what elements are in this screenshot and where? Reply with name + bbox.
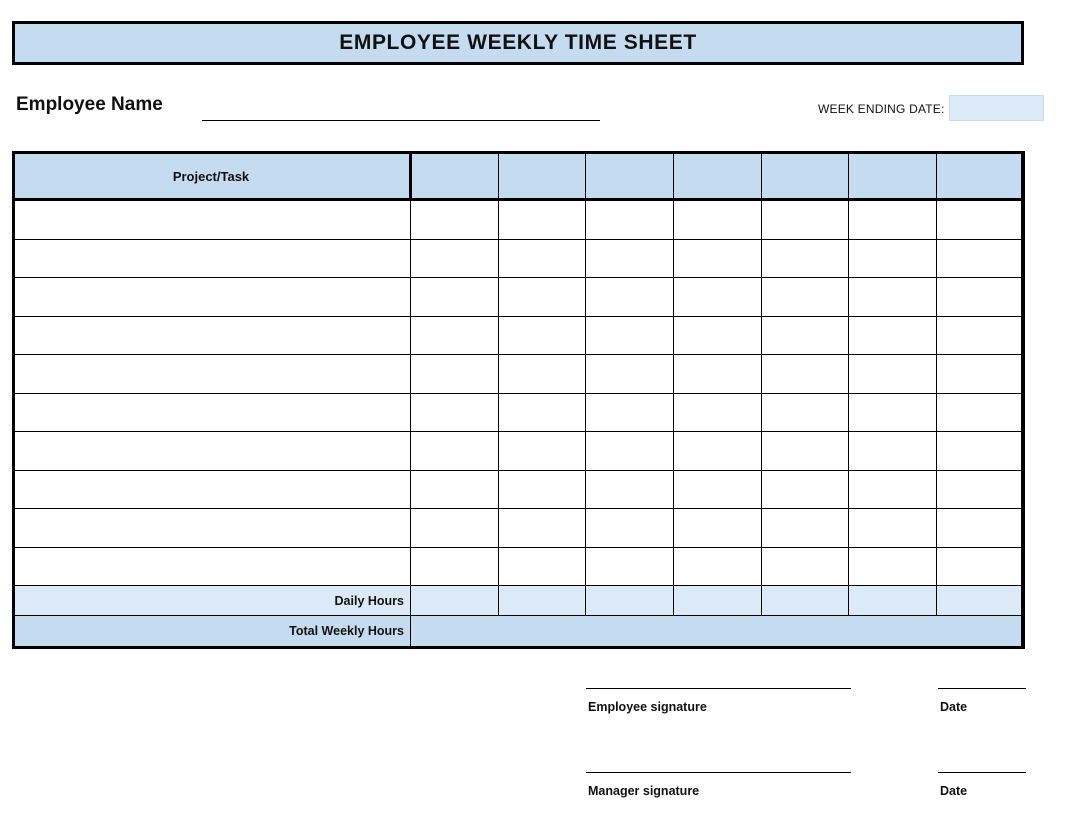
daily-hours-cell[interactable] [849,586,937,616]
hours-cell[interactable] [586,200,674,240]
hours-cell[interactable] [761,316,849,355]
task-cell[interactable] [13,393,411,432]
hours-cell[interactable] [498,509,586,548]
hours-cell[interactable] [411,200,499,240]
hours-cell[interactable] [849,316,937,355]
task-cell[interactable] [13,547,411,586]
hours-cell[interactable] [586,393,674,432]
hours-cell[interactable] [411,547,499,586]
hours-cell[interactable] [761,239,849,278]
table-row [13,393,1025,432]
hours-cell[interactable] [674,200,762,240]
hours-cell[interactable] [761,432,849,471]
hours-cell[interactable] [586,316,674,355]
hours-cell[interactable] [411,316,499,355]
week-ending-input[interactable] [949,95,1044,121]
table-row [13,470,1025,509]
hours-cell[interactable] [498,393,586,432]
hours-cell[interactable] [674,547,762,586]
daily-hours-cell[interactable] [498,586,586,616]
hours-cell[interactable] [586,239,674,278]
hours-cell[interactable] [937,470,1025,509]
daily-hours-cell[interactable] [674,586,762,616]
hours-cell[interactable] [586,278,674,317]
hours-cell[interactable] [498,432,586,471]
timesheet-table-wrapper [12,151,1024,649]
hours-cell[interactable] [498,200,586,240]
employee-signature-line[interactable] [586,688,851,689]
table-row [13,239,1025,278]
hours-cell[interactable] [761,200,849,240]
daily-hours-cell[interactable] [586,586,674,616]
daily-hours-cell[interactable] [411,586,499,616]
hours-cell[interactable] [937,355,1025,394]
employee-signature-label: Employee signature [588,700,707,714]
hours-cell[interactable] [674,432,762,471]
table-row [13,316,1025,355]
table-row [13,355,1025,394]
daily-hours-label: Daily Hours [13,586,411,616]
hours-cell[interactable] [498,470,586,509]
employee-date-line[interactable] [938,688,1026,689]
hours-cell[interactable] [761,470,849,509]
table-row [13,278,1025,317]
hours-cell[interactable] [498,278,586,317]
manager-date-label: Date [940,784,968,798]
hours-cell[interactable] [411,278,499,317]
task-cell[interactable] [13,239,411,278]
hours-cell[interactable] [761,509,849,548]
hours-cell[interactable] [937,432,1025,471]
hours-cell[interactable] [937,316,1025,355]
hours-cell[interactable] [849,278,937,317]
employee-name-input[interactable] [202,120,600,121]
hours-cell[interactable] [761,278,849,317]
employee-date-label: Date [940,700,968,714]
total-weekly-hours-row [13,616,1025,648]
hours-cell[interactable] [411,470,499,509]
hours-cell[interactable] [761,393,849,432]
hours-cell[interactable] [586,432,674,471]
timesheet-table [12,151,1025,649]
daily-hours-row [13,586,1025,616]
manager-signature-label: Manager signature [588,784,700,798]
hours-cell[interactable] [849,200,937,240]
header-day-1[interactable] [411,153,499,200]
daily-hours-cell[interactable] [761,586,849,616]
hours-cell[interactable] [674,470,762,509]
table-row [13,509,1025,548]
hours-cell[interactable] [849,393,937,432]
hours-cell[interactable] [937,278,1025,317]
hours-cell[interactable] [849,509,937,548]
employee-signature-group [586,676,1032,738]
hours-cell[interactable] [498,239,586,278]
week-ending-label: WEEK ENDING DATE: [818,102,945,116]
manager-date-line[interactable] [938,772,1026,773]
hours-cell[interactable] [498,547,586,586]
hours-cell[interactable] [498,316,586,355]
manager-signature-line[interactable] [586,772,851,773]
hours-cell[interactable] [674,316,762,355]
header-day-7[interactable] [937,153,1025,200]
hours-cell[interactable] [761,547,849,586]
total-weekly-hours-value[interactable] [411,616,1025,648]
hours-cell[interactable] [586,355,674,394]
employee-name-label: Employee Name [16,94,163,115]
hours-cell[interactable] [937,509,1025,548]
hours-cell[interactable] [411,432,499,471]
hours-cell[interactable] [849,547,937,586]
header-day-3[interactable] [586,153,674,200]
hours-cell[interactable] [849,355,937,394]
header-day-4[interactable] [674,153,762,200]
hours-cell[interactable] [849,432,937,471]
hours-cell[interactable] [937,393,1025,432]
task-cell[interactable] [13,432,411,471]
page-title: EMPLOYEE WEEKLY TIME SHEET [339,31,697,54]
hours-cell[interactable] [498,355,586,394]
daily-hours-cell[interactable] [937,586,1025,616]
hours-cell[interactable] [761,355,849,394]
task-cell[interactable] [13,355,411,394]
task-cell[interactable] [13,278,411,317]
table-row [13,547,1025,586]
table-header-row [13,153,1025,200]
header-day-2[interactable] [498,153,586,200]
task-cell[interactable] [13,470,411,509]
hours-cell[interactable] [411,393,499,432]
hours-cell[interactable] [586,470,674,509]
header-day-5[interactable] [761,153,849,200]
hours-cell[interactable] [586,509,674,548]
document-title-bar [12,21,1024,65]
hours-cell[interactable] [586,547,674,586]
header-project-task: Project/Task [13,153,411,200]
hours-cell[interactable] [674,355,762,394]
task-cell[interactable] [13,316,411,355]
hours-cell[interactable] [674,239,762,278]
hours-cell[interactable] [937,239,1025,278]
employee-info-row [12,94,1024,130]
hours-cell[interactable] [849,470,937,509]
hours-cell[interactable] [674,393,762,432]
signature-block [586,676,1032,822]
hours-cell[interactable] [411,239,499,278]
hours-cell[interactable] [674,278,762,317]
hours-cell[interactable] [849,239,937,278]
hours-cell[interactable] [411,355,499,394]
header-day-6[interactable] [849,153,937,200]
hours-cell[interactable] [937,547,1025,586]
task-cell[interactable] [13,509,411,548]
total-weekly-hours-label: Total Weekly Hours [13,616,411,648]
manager-signature-group [586,760,1032,822]
table-row [13,432,1025,471]
hours-cell[interactable] [674,509,762,548]
task-cell[interactable] [13,200,411,240]
hours-cell[interactable] [411,509,499,548]
table-row [13,200,1025,240]
hours-cell[interactable] [937,200,1025,240]
